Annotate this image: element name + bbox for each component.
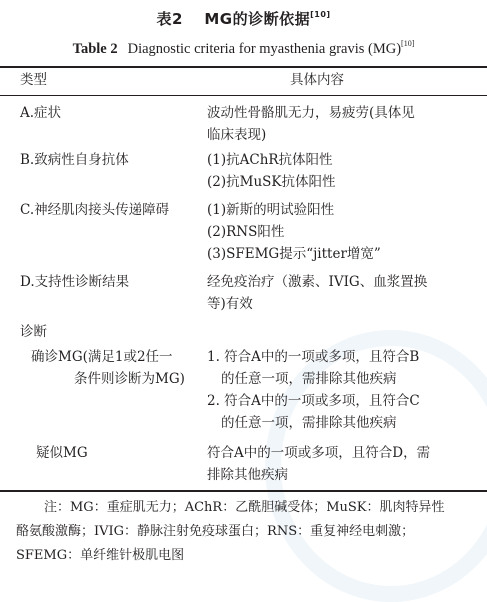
row-confirmed-line-1: 1. 符合A中的一项或多项，且符合B <box>207 349 420 365</box>
row-a-line-2: 临床表现) <box>207 127 267 143</box>
row-c-content <box>207 199 469 265</box>
row-c-line-2: (2)RNS阳性 <box>207 224 285 240</box>
table-header-rule <box>0 95 487 96</box>
row-b-content <box>207 149 469 193</box>
table-label-zh: 表2 <box>156 10 183 28</box>
row-confirmed-type-line-1: 确诊MG(满足1或2任一 <box>31 349 173 365</box>
row-confirmed-line-2: 的任意一项，需排除其他疾病 <box>221 371 397 387</box>
footnote-line-2: 酪氨酸激酶；IVIG：静脉注射免疫球蛋白；RNS：重复神经电刺激； <box>16 524 415 539</box>
row-b-line-2: (2)抗MuSK抗体阳性 <box>207 174 336 190</box>
table-title-en <box>0 39 487 58</box>
row-a-content <box>207 102 469 146</box>
row-diagnosis-type: 诊断 <box>20 324 47 340</box>
row-b-type: B.致病性自身抗体 <box>20 152 129 168</box>
row-suspected-line-2: 排除其他疾病 <box>207 467 288 483</box>
row-c-line-3: (3)SFEMG提示“jitter增宽” <box>207 246 381 262</box>
row-d-content <box>207 271 469 315</box>
row-a-line-1: 波动性骨骼肌无力，易疲劳(具体见 <box>207 105 415 121</box>
row-confirmed-line-4: 的任意一项，需排除其他疾病 <box>221 415 397 431</box>
row-suspected-line-1: 符合A中的一项或多项，且符合D，需 <box>207 445 431 461</box>
table-title-zh <box>0 8 487 29</box>
table-title-en-ref: [10] <box>401 39 415 48</box>
row-c-line-1: (1)新斯的明试验阳性 <box>207 202 335 218</box>
row-d-type: D.支持性诊断结果 <box>20 274 130 290</box>
row-d-line-2: 等)有效 <box>207 296 253 312</box>
table-bottom-rule <box>0 490 487 492</box>
row-confirmed-type-line-2: 条件则诊断为MG) <box>74 371 185 387</box>
table-title-zh-text: MG的诊断依据 <box>204 10 311 28</box>
header-content: 具体内容 <box>290 72 344 88</box>
header-type: 类型 <box>20 72 47 88</box>
table-label-en: Table 2 <box>72 41 118 57</box>
footnote-line-3: SFEMG：单纤维针极肌电图 <box>16 548 185 563</box>
row-confirmed-line-3: 2. 符合A中的一项或多项，且符合C <box>207 393 420 409</box>
table-title-en-text: Diagnostic criteria for myasthenia gravis (MG) <box>127 41 402 57</box>
row-suspected-type: 疑似MG <box>36 445 88 461</box>
table-title-zh-ref: [10] <box>310 10 331 19</box>
row-suspected-content <box>207 442 469 486</box>
footnote-line-1: 注：MG：重症肌无力；AChR：乙酰胆碱受体；MuSK：肌肉特异性 <box>44 500 445 515</box>
table-top-rule <box>0 66 487 68</box>
table-footnote <box>16 496 471 568</box>
row-c-type: C.神经肌肉接头传递障碍 <box>20 202 170 218</box>
row-a-type: A.症状 <box>20 105 62 121</box>
row-d-line-1: 经免疫治疗（激素、IVIG、血浆置换 <box>207 274 428 290</box>
row-confirmed-content <box>207 346 469 434</box>
row-confirmed-type <box>31 346 185 390</box>
row-b-line-1: (1)抗AChR抗体阳性 <box>207 152 333 168</box>
